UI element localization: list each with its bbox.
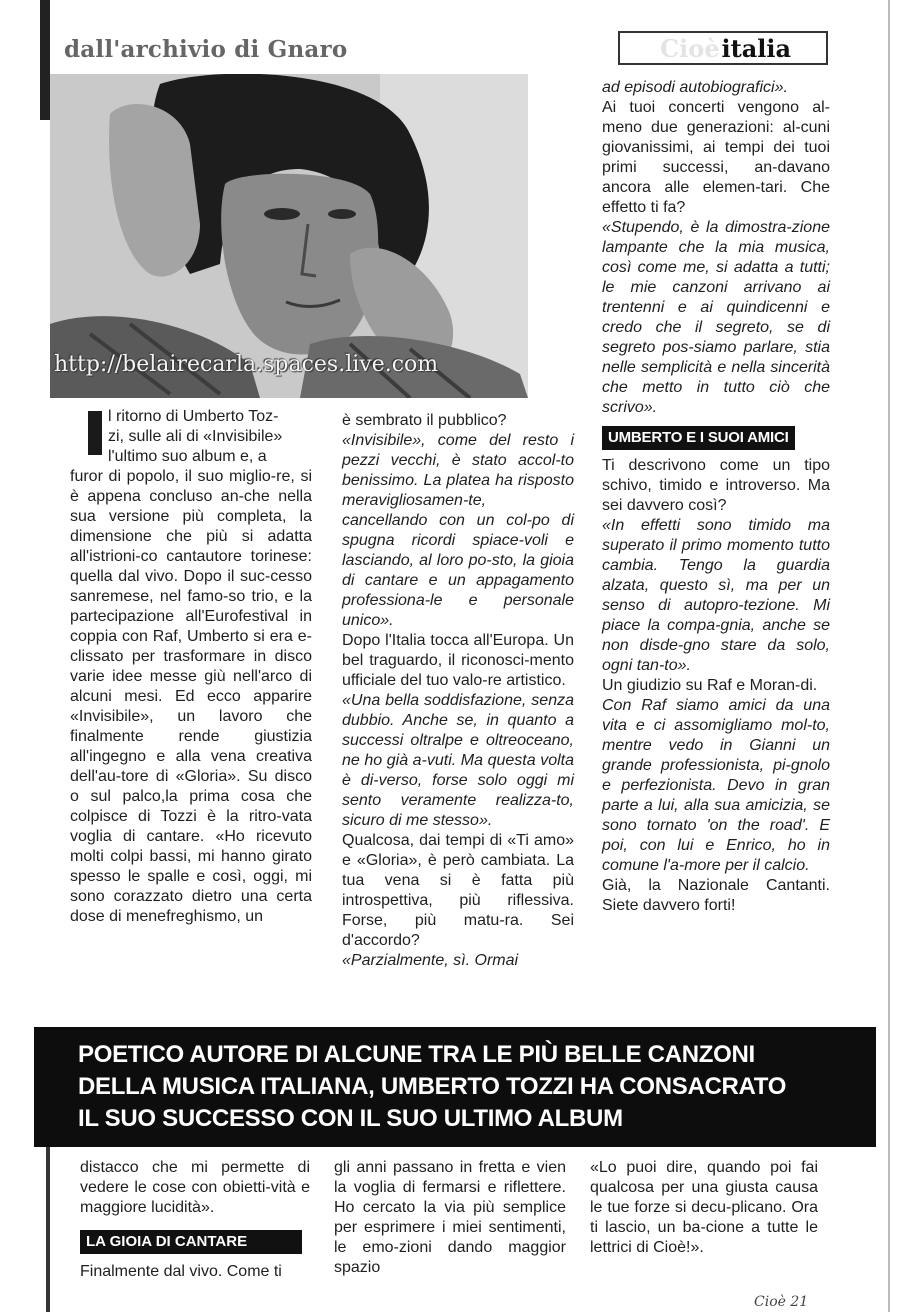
col2-answer-3-start: «Parzialmente, sì. Ormai <box>342 952 519 969</box>
article-column-1 <box>70 407 312 927</box>
archive-title: dall'archivio di Gnaro <box>64 36 348 63</box>
col3-answer-tail: ad episodi autobiografici». <box>602 79 788 96</box>
col3-question-4: Già, la Nazionale Cantanti. Siete davvero forti! <box>602 877 830 914</box>
headline-banner <box>34 1027 876 1147</box>
col3-question-2: Ti descrivono come un tipo schivo, timido e introverso. Ma sei davvero così? <box>602 457 830 514</box>
section-head-friends: UMBERTO E I SUOI AMICI <box>602 426 795 450</box>
col3-answer-1: «Stupendo, è la dimostra-zione lampante che la mia musica, così come me, si adatta a tutti; le mie canzoni arrivano ai trentenni e ai quindicenni e credo che il segreto, se di segreto pos-siamo parlare, stia nelle semplicità e nella sincerità che metto in tutto ciò che scrivo». <box>602 219 830 416</box>
col1-line3: l'ultimo suo album e, a <box>108 448 267 465</box>
drop-cap <box>88 411 102 455</box>
col1-line1: l ritorno di Umberto Toz- <box>108 408 279 425</box>
scan-edge-left <box>40 0 50 120</box>
portrait-illustration <box>50 74 528 398</box>
col3-answer-2: «In effetti sono timido ma superato il primo momento tutto cambia. Tengo la guardia alzata, questo sì, ma per un senso di autopro-tezione. Mi piace la compa-gnia, anche se non disde-gno stare da solo, ogni tan-to». <box>602 517 830 674</box>
banner-line-1: POETICO AUTORE DI ALCUNE TRA LE PIÙ BELLE CANZONI <box>78 1041 755 1068</box>
magazine-section-box <box>618 31 828 65</box>
article-column-3 <box>602 78 830 916</box>
col2-answer-2: «Una bella soddisfazione, senza dubbio. Anche se, in quanto a successi oltralpe e oltreoceano, ne ho già a-vuti. Ma questa volta è di-verso, forse solo oggi mi sento veramente realizza-to, sicuro di me stesso». <box>342 692 574 829</box>
bottom1-answer-tail: distacco che mi permette di vedere le cose con obietti-vità e maggiore lucidità». <box>80 1159 310 1216</box>
bottom3-answer: «Lo puoi dire, quando poi fai qualcosa per una giusta causa le tue forze si decu-plicano. Ora ti lascio, un ba-cione a tutte le lettrici di Cioè!». <box>590 1159 818 1256</box>
photo-watermark-url: http://belairecarla.spaces.live.com <box>54 352 439 377</box>
bottom-column-3 <box>590 1158 818 1258</box>
col1-paragraph: furor di popolo, il suo miglio-re, si è appena concluso an-che nella sua versione più completa, la dimensione che più si adatta all'istrioni-co cantautore torinese: quella dal vivo. Dopo il suc-cesso sanremese, nel famo-so trio, e la partecipazione all'Eurofestival in coppia con Raf, Umberto si era e-clissato per trasformare in disco varie idee messe giù nell'arco di alcuni mesi. Ed ecco apparire «Invisibile», un lavoro che finalmente rende giustizia all'ingegno e alla vena creativa dell'au-tore di «Gloria». Su disco o sul palco,la prima cosa che colpisce di Tozzi è la ritro-vata voglia di cantare. «Ho ricevuto molti colpi bassi, mi hanno girato spesso le spalle e così, oggi, mi sono corazzato dietro una certa dose di menefreghismo, un <box>70 468 312 925</box>
col2-answer-1: «Invisibile», come del resto i pezzi vecchi, è stato accol-to benissimo. La platea ha risposto meravigliosamen-te, cancellando con un col-po di spugna ricordi spiace-voli e lasciando, al loro po-sto, la gioia di cantare e un appagamento professiona-le e personale unico». <box>342 432 574 629</box>
bottom1-question: Finalmente dal vivo. Come ti <box>80 1263 282 1280</box>
scan-edge-right <box>888 0 890 1312</box>
col3-answer-3: Con Raf siamo amici da una vita e ci assomigliamo mol-to, mentre vedo in Gianni un grande professionista, pi-gnolo e perfezionista. Devo in gran parte a lui, alla sua amicizia, se sono tornato 'on the road'. E poi, con lui e Enrico, ho in comune l'a-more per il calcio. <box>602 697 830 874</box>
magazine-ghost-text: Cioè <box>660 33 720 63</box>
col3-question-3: Un giudizio su Raf e Moran-di. <box>602 677 818 694</box>
section-head-joy: LA GIOIA DI CANTARE <box>80 1230 302 1254</box>
portrait-photo <box>50 74 528 398</box>
banner-line-2: DELLA MUSICA ITALIANA, UMBERTO TOZZI HA CONSACRATO <box>78 1073 787 1100</box>
bottom-column-2 <box>334 1158 566 1278</box>
article-column-2 <box>342 411 574 971</box>
magazine-section-word: italia <box>721 33 792 63</box>
bottom-column-1 <box>80 1158 310 1282</box>
col2-question-2: Dopo l'Italia tocca all'Europa. Un bel traguardo, il riconosci-mento ufficiale del tuo valo-re artistico. <box>342 632 574 689</box>
page-number: Cioè 21 <box>754 1294 809 1310</box>
bottom2-answer: gli anni passano in fretta e vien la voglia di fermarsi e riflettere. Ho cercato la via più semplice per esprimere i miei sentimenti, le emo-zioni dando maggior spazio <box>334 1159 566 1276</box>
col2-question-3: Qualcosa, dai tempi di «Ti amo» e «Gloria», è però cambiata. La tua vena si è fatta più introspettiva, più riflessiva. Forse, più matu-ra. Sei d'accordo? <box>342 832 574 949</box>
banner-line-3: IL SUO SUCCESSO CON IL SUO ULTIMO ALBUM <box>78 1105 623 1132</box>
col3-question-1: Ai tuoi concerti vengono al-meno due generazioni: al-cuni giovanissimi, ai tempi dei tuoi primi successi, an-davano ancora alle elemen-tari. Che effetto ti fa? <box>602 99 830 216</box>
col2-question-tail: è sembrato il pubblico? <box>342 412 507 429</box>
col1-line2: zi, sulle ali di «Invisibile» <box>108 428 283 445</box>
